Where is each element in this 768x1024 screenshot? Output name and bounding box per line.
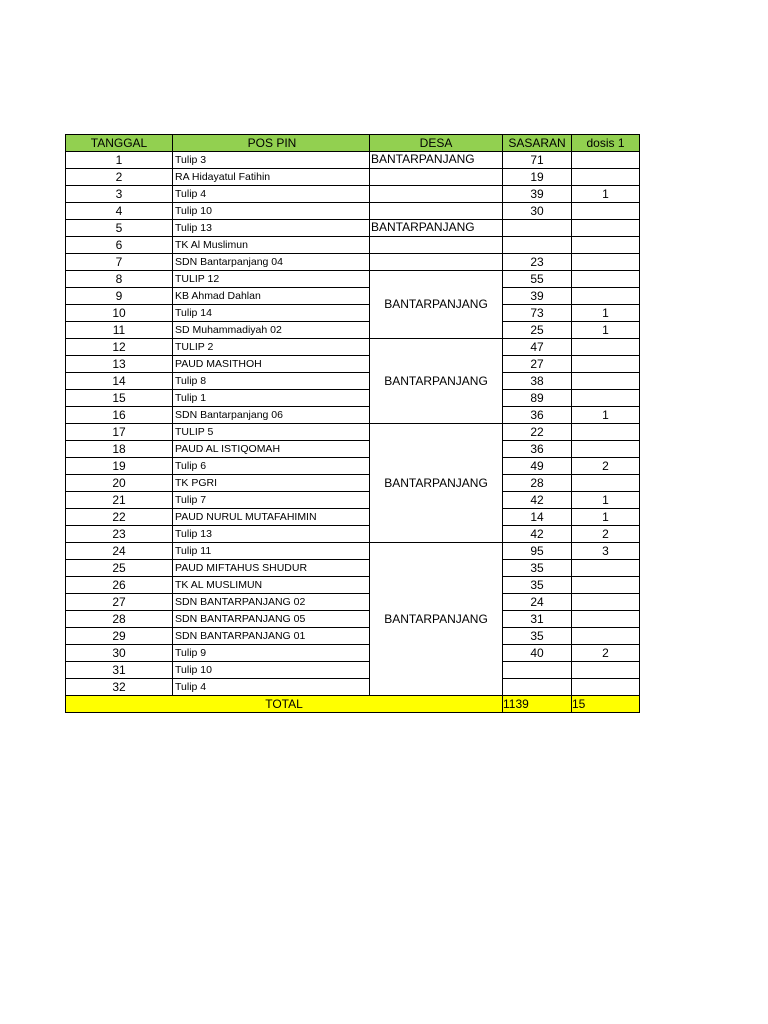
cell-desa[interactable]: BANTARPANJANG	[370, 424, 503, 543]
header-row	[66, 135, 640, 152]
col-header-dosis[interactable]: dosis 1	[572, 135, 640, 152]
cell-pos-pin[interactable]: TULIP 5	[173, 424, 370, 441]
cell-tanggal[interactable]: 11	[66, 322, 173, 339]
cell-dosis[interactable]	[572, 169, 640, 186]
table-row	[66, 237, 640, 254]
cell-dosis[interactable]	[572, 356, 640, 373]
cell-dosis[interactable]: 1	[572, 305, 640, 322]
cell-desa[interactable]: BANTARPANJANG	[370, 152, 503, 169]
cell-pos-pin[interactable]: SDN BANTARPANJANG 01	[173, 628, 370, 645]
cell-pos-pin[interactable]: SD Muhammadiyah 02	[173, 322, 370, 339]
cell-desa[interactable]: BANTARPANJANG	[370, 339, 503, 424]
cell-tanggal[interactable]: 17	[66, 424, 173, 441]
cell-pos-pin[interactable]: PAUD AL ISTIQOMAH	[173, 441, 370, 458]
cell-desa[interactable]	[370, 169, 503, 186]
table-row	[66, 560, 640, 577]
cell-sasaran[interactable]: 39	[503, 186, 572, 203]
total-sasaran[interactable]: 1139	[503, 696, 572, 713]
cell-desa[interactable]	[370, 237, 503, 254]
cell-pos-pin[interactable]: TULIP 2	[173, 339, 370, 356]
table-row	[66, 611, 640, 628]
cell-sasaran[interactable]: 23	[503, 254, 572, 271]
cell-tanggal[interactable]: 9	[66, 288, 173, 305]
cell-dosis[interactable]: 1	[572, 186, 640, 203]
cell-sasaran[interactable]: 19	[503, 169, 572, 186]
cell-dosis[interactable]	[572, 220, 640, 237]
cell-pos-pin[interactable]: TULIP 12	[173, 271, 370, 288]
cell-sasaran[interactable]: 40	[503, 645, 572, 662]
cell-tanggal[interactable]: 1	[66, 152, 173, 169]
cell-sasaran[interactable]	[503, 679, 572, 696]
cell-tanggal[interactable]: 21	[66, 492, 173, 509]
cell-sasaran[interactable]: 25	[503, 322, 572, 339]
col-header-tanggal[interactable]: TANGGAL	[66, 135, 173, 152]
cell-dosis[interactable]: 1	[572, 509, 640, 526]
cell-dosis[interactable]	[572, 475, 640, 492]
cell-dosis[interactable]	[572, 152, 640, 169]
cell-dosis[interactable]	[572, 662, 640, 679]
cell-tanggal[interactable]: 31	[66, 662, 173, 679]
col-header-pos-pin[interactable]: POS PIN	[173, 135, 370, 152]
table-row	[66, 220, 640, 237]
cell-tanggal[interactable]: 5	[66, 220, 173, 237]
table-row	[66, 305, 640, 322]
table-row	[66, 424, 640, 441]
cell-dosis[interactable]	[572, 288, 640, 305]
cell-pos-pin[interactable]: Tulip 14	[173, 305, 370, 322]
cell-pos-pin[interactable]: RA Hidayatul Fatihin	[173, 169, 370, 186]
cell-tanggal[interactable]: 2	[66, 169, 173, 186]
table-row	[66, 526, 640, 543]
cell-dosis[interactable]: 1	[572, 322, 640, 339]
cell-dosis[interactable]	[572, 424, 640, 441]
cell-pos-pin[interactable]: Tulip 13	[173, 526, 370, 543]
table-row	[66, 492, 640, 509]
cell-pos-pin[interactable]: Tulip 7	[173, 492, 370, 509]
cell-tanggal[interactable]: 16	[66, 407, 173, 424]
col-header-desa[interactable]: DESA	[370, 135, 503, 152]
cell-pos-pin[interactable]: Tulip 10	[173, 662, 370, 679]
cell-dosis[interactable]: 2	[572, 458, 640, 475]
col-header-sasaran[interactable]: SASARAN	[503, 135, 572, 152]
cell-sasaran[interactable]: 95	[503, 543, 572, 560]
cell-sasaran[interactable]	[503, 237, 572, 254]
cell-sasaran[interactable]: 22	[503, 424, 572, 441]
cell-tanggal[interactable]: 19	[66, 458, 173, 475]
cell-dosis[interactable]: 2	[572, 526, 640, 543]
table-row	[66, 577, 640, 594]
vaccination-table	[65, 134, 640, 713]
cell-pos-pin[interactable]: KB Ahmad Dahlan	[173, 288, 370, 305]
total-label[interactable]: TOTAL	[66, 696, 503, 713]
table-row	[66, 152, 640, 169]
table-row	[66, 186, 640, 203]
cell-sasaran[interactable]: 35	[503, 577, 572, 594]
cell-pos-pin[interactable]: Tulip 10	[173, 203, 370, 220]
cell-pos-pin[interactable]: Tulip 1	[173, 390, 370, 407]
table-row	[66, 203, 640, 220]
cell-desa[interactable]	[370, 186, 503, 203]
table-row	[66, 628, 640, 645]
cell-sasaran[interactable]: 30	[503, 203, 572, 220]
table-row	[66, 662, 640, 679]
table-row	[66, 679, 640, 696]
cell-sasaran[interactable]: 24	[503, 594, 572, 611]
cell-tanggal[interactable]: 26	[66, 577, 173, 594]
cell-tanggal[interactable]: 28	[66, 611, 173, 628]
table-row	[66, 356, 640, 373]
cell-desa[interactable]: BANTARPANJANG	[370, 220, 503, 237]
cell-sasaran[interactable]: 55	[503, 271, 572, 288]
cell-sasaran[interactable]: 49	[503, 458, 572, 475]
cell-dosis[interactable]	[572, 577, 640, 594]
cell-desa[interactable]: BANTARPANJANG	[370, 271, 503, 339]
cell-sasaran[interactable]: 42	[503, 492, 572, 509]
cell-dosis[interactable]: 2	[572, 645, 640, 662]
cell-sasaran[interactable]: 39	[503, 288, 572, 305]
cell-pos-pin[interactable]: SDN Bantarpanjang 04	[173, 254, 370, 271]
cell-dosis[interactable]	[572, 390, 640, 407]
cell-tanggal[interactable]: 3	[66, 186, 173, 203]
cell-pos-pin[interactable]: TK Al Muslimun	[173, 237, 370, 254]
cell-dosis[interactable]	[572, 441, 640, 458]
cell-dosis[interactable]: 3	[572, 543, 640, 560]
table-row	[66, 458, 640, 475]
cell-sasaran[interactable]: 35	[503, 560, 572, 577]
cell-tanggal[interactable]: 20	[66, 475, 173, 492]
cell-desa[interactable]: BANTARPANJANG	[370, 543, 503, 696]
cell-pos-pin[interactable]: TK PGRI	[173, 475, 370, 492]
cell-dosis[interactable]	[572, 254, 640, 271]
table-row	[66, 594, 640, 611]
cell-sasaran[interactable]: 14	[503, 509, 572, 526]
cell-dosis[interactable]	[572, 611, 640, 628]
cell-tanggal[interactable]: 12	[66, 339, 173, 356]
cell-dosis[interactable]	[572, 373, 640, 390]
table-row	[66, 390, 640, 407]
cell-desa[interactable]	[370, 203, 503, 220]
cell-pos-pin[interactable]: Tulip 11	[173, 543, 370, 560]
cell-dosis[interactable]	[572, 237, 640, 254]
cell-sasaran[interactable]: 36	[503, 407, 572, 424]
table-row	[66, 339, 640, 356]
cell-tanggal[interactable]: 13	[66, 356, 173, 373]
cell-sasaran[interactable]: 28	[503, 475, 572, 492]
table-row	[66, 322, 640, 339]
total-dosis[interactable]: 15	[572, 696, 640, 713]
cell-sasaran[interactable]: 27	[503, 356, 572, 373]
cell-pos-pin[interactable]: Tulip 6	[173, 458, 370, 475]
cell-tanggal[interactable]: 4	[66, 203, 173, 220]
cell-dosis[interactable]: 1	[572, 407, 640, 424]
cell-tanggal[interactable]: 18	[66, 441, 173, 458]
cell-desa[interactable]	[370, 254, 503, 271]
cell-tanggal[interactable]: 14	[66, 373, 173, 390]
cell-tanggal[interactable]: 6	[66, 237, 173, 254]
cell-tanggal[interactable]: 22	[66, 509, 173, 526]
cell-dosis[interactable]	[572, 339, 640, 356]
table-row	[66, 509, 640, 526]
cell-dosis[interactable]	[572, 271, 640, 288]
table-row	[66, 407, 640, 424]
cell-pos-pin[interactable]: Tulip 8	[173, 373, 370, 390]
cell-sasaran[interactable]: 36	[503, 441, 572, 458]
table-row	[66, 373, 640, 390]
cell-sasaran[interactable]: 89	[503, 390, 572, 407]
cell-tanggal[interactable]: 10	[66, 305, 173, 322]
cell-tanggal[interactable]: 25	[66, 560, 173, 577]
cell-pos-pin[interactable]: TK AL MUSLIMUN	[173, 577, 370, 594]
cell-tanggal[interactable]: 23	[66, 526, 173, 543]
cell-tanggal[interactable]: 29	[66, 628, 173, 645]
cell-dosis[interactable]	[572, 203, 640, 220]
table-row	[66, 271, 640, 288]
table-row	[66, 169, 640, 186]
cell-tanggal[interactable]: 7	[66, 254, 173, 271]
cell-tanggal[interactable]: 24	[66, 543, 173, 560]
cell-sasaran[interactable]: 71	[503, 152, 572, 169]
cell-sasaran[interactable]: 31	[503, 611, 572, 628]
table-row	[66, 254, 640, 271]
table-body	[66, 152, 640, 696]
cell-sasaran[interactable]: 47	[503, 339, 572, 356]
table-row	[66, 441, 640, 458]
cell-tanggal[interactable]: 32	[66, 679, 173, 696]
cell-dosis[interactable]	[572, 679, 640, 696]
cell-sasaran[interactable]: 35	[503, 628, 572, 645]
cell-sasaran[interactable]	[503, 220, 572, 237]
cell-tanggal[interactable]: 27	[66, 594, 173, 611]
cell-tanggal[interactable]: 15	[66, 390, 173, 407]
cell-pos-pin[interactable]: SDN Bantarpanjang 06	[173, 407, 370, 424]
cell-pos-pin[interactable]: Tulip 13	[173, 220, 370, 237]
table-row	[66, 645, 640, 662]
cell-pos-pin[interactable]: Tulip 4	[173, 186, 370, 203]
cell-dosis[interactable]	[572, 628, 640, 645]
cell-tanggal[interactable]: 8	[66, 271, 173, 288]
cell-pos-pin[interactable]: PAUD NURUL MUTAFAHIMIN	[173, 509, 370, 526]
cell-dosis[interactable]	[572, 594, 640, 611]
cell-sasaran[interactable]: 42	[503, 526, 572, 543]
cell-tanggal[interactable]: 30	[66, 645, 173, 662]
cell-pos-pin[interactable]: Tulip 9	[173, 645, 370, 662]
cell-sasaran[interactable]: 73	[503, 305, 572, 322]
cell-dosis[interactable]: 1	[572, 492, 640, 509]
cell-pos-pin[interactable]: SDN BANTARPANJANG 02	[173, 594, 370, 611]
cell-pos-pin[interactable]: PAUD MASITHOH	[173, 356, 370, 373]
cell-sasaran[interactable]	[503, 662, 572, 679]
table-row	[66, 543, 640, 560]
cell-pos-pin[interactable]: PAUD MIFTAHUS SHUDUR	[173, 560, 370, 577]
cell-pos-pin[interactable]: Tulip 3	[173, 152, 370, 169]
total-row	[66, 696, 640, 713]
table-row	[66, 288, 640, 305]
cell-pos-pin[interactable]: Tulip 4	[173, 679, 370, 696]
cell-pos-pin[interactable]: SDN BANTARPANJANG 05	[173, 611, 370, 628]
table-row	[66, 475, 640, 492]
cell-dosis[interactable]	[572, 560, 640, 577]
cell-sasaran[interactable]: 38	[503, 373, 572, 390]
